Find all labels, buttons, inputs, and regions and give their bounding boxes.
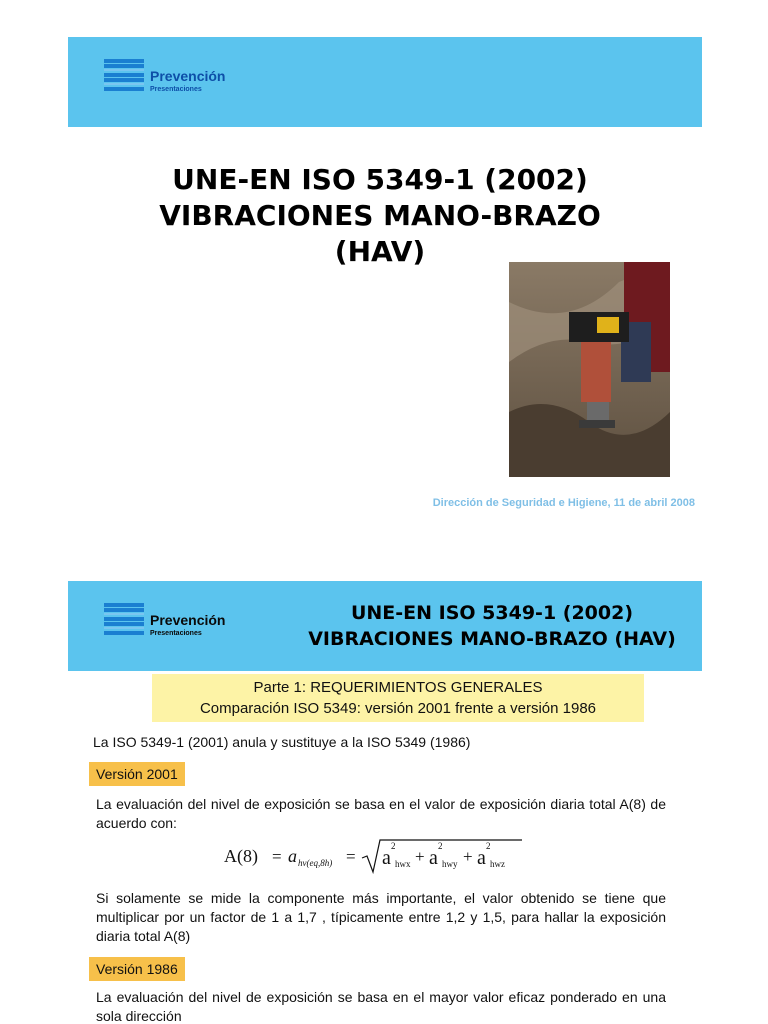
version-2001-tag: Versión 2001	[89, 762, 185, 786]
formula-sub-y: hwy	[442, 859, 458, 869]
title-line: UNE-EN ISO 5349-1 (2002)	[350, 602, 634, 624]
formula-plus: +	[415, 847, 425, 866]
title-line: VIBRACIONES MANO-BRAZO (HAV)	[308, 628, 676, 650]
slide-title	[286, 600, 698, 652]
formula-exp-x: 2	[391, 841, 396, 851]
formula-term-z: a	[477, 847, 486, 869]
brand-name: Prevención	[150, 68, 226, 84]
formula-exp-z: 2	[486, 841, 491, 851]
brand-subtitle: Presentaciones	[150, 86, 202, 93]
section-subtitle	[152, 674, 644, 722]
header-banner	[68, 581, 702, 671]
brand	[150, 68, 225, 93]
subtitle-line: Parte 1: REQUERIMIENTOS GENERALES	[253, 679, 543, 696]
header-banner	[68, 37, 702, 127]
formula-sub-z: hwz	[490, 859, 505, 869]
subtitle-line: Comparación ISO 5349: versión 2001 frente a versión 1986	[199, 700, 597, 717]
paragraph-1986: La evaluación del nivel de exposición se basa en el mayor valor eficaz ponderado en una sola dirección	[96, 989, 666, 1024]
brand-name: Prevención	[150, 612, 226, 628]
a8-formula	[222, 836, 532, 876]
title-line: UNE-EN ISO 5349-1 (2002)	[172, 163, 588, 196]
content-slide	[0, 560, 768, 1024]
formula-a-sub: hv(eq,8h)	[298, 858, 333, 868]
formula-equals-2: =	[346, 847, 356, 866]
formula-term-x: a	[382, 847, 391, 869]
formula-plus: +	[463, 847, 473, 866]
formula-equals: =	[272, 847, 282, 866]
formula-sub-x: hwx	[395, 859, 411, 869]
prevencion-logo-icon	[104, 603, 144, 641]
brand	[150, 612, 225, 637]
paragraph-2001: La evaluación del nivel de exposición se basa en el valor de exposición diaria total A(8) de acuerdo con:	[96, 796, 666, 831]
title-line: VIBRACIONES MANO-BRAZO	[159, 199, 601, 232]
footer-credit: Dirección de Seguridad e Higiene, 11 de abril 2008	[432, 497, 695, 509]
prevencion-logo-icon	[104, 59, 144, 97]
title-line: (HAV)	[334, 235, 426, 268]
paragraph-2001-component: Si solamente se mide la componente más importante, el valor obtenido se tiene que multiplicar por un factor de 1 a 1,7 , típicamente entre 1,2 y 1,5, para hallar la exposición diaria total A(8)	[96, 890, 666, 944]
formula-exp-y: 2	[438, 841, 443, 851]
version-1986-tag: Versión 1986	[89, 957, 185, 981]
brand-subtitle: Presentaciones	[150, 630, 202, 637]
slide-title	[68, 162, 692, 270]
formula-a: a	[288, 846, 297, 866]
formula-term-y: a	[429, 847, 438, 869]
formula-lhs: A(8)	[224, 846, 258, 866]
intro-text: La ISO 5349-1 (2001) anula y sustituye a la ISO 5349 (1986)	[93, 734, 471, 750]
worker-with-vibratory-rammer-photo	[509, 262, 670, 477]
